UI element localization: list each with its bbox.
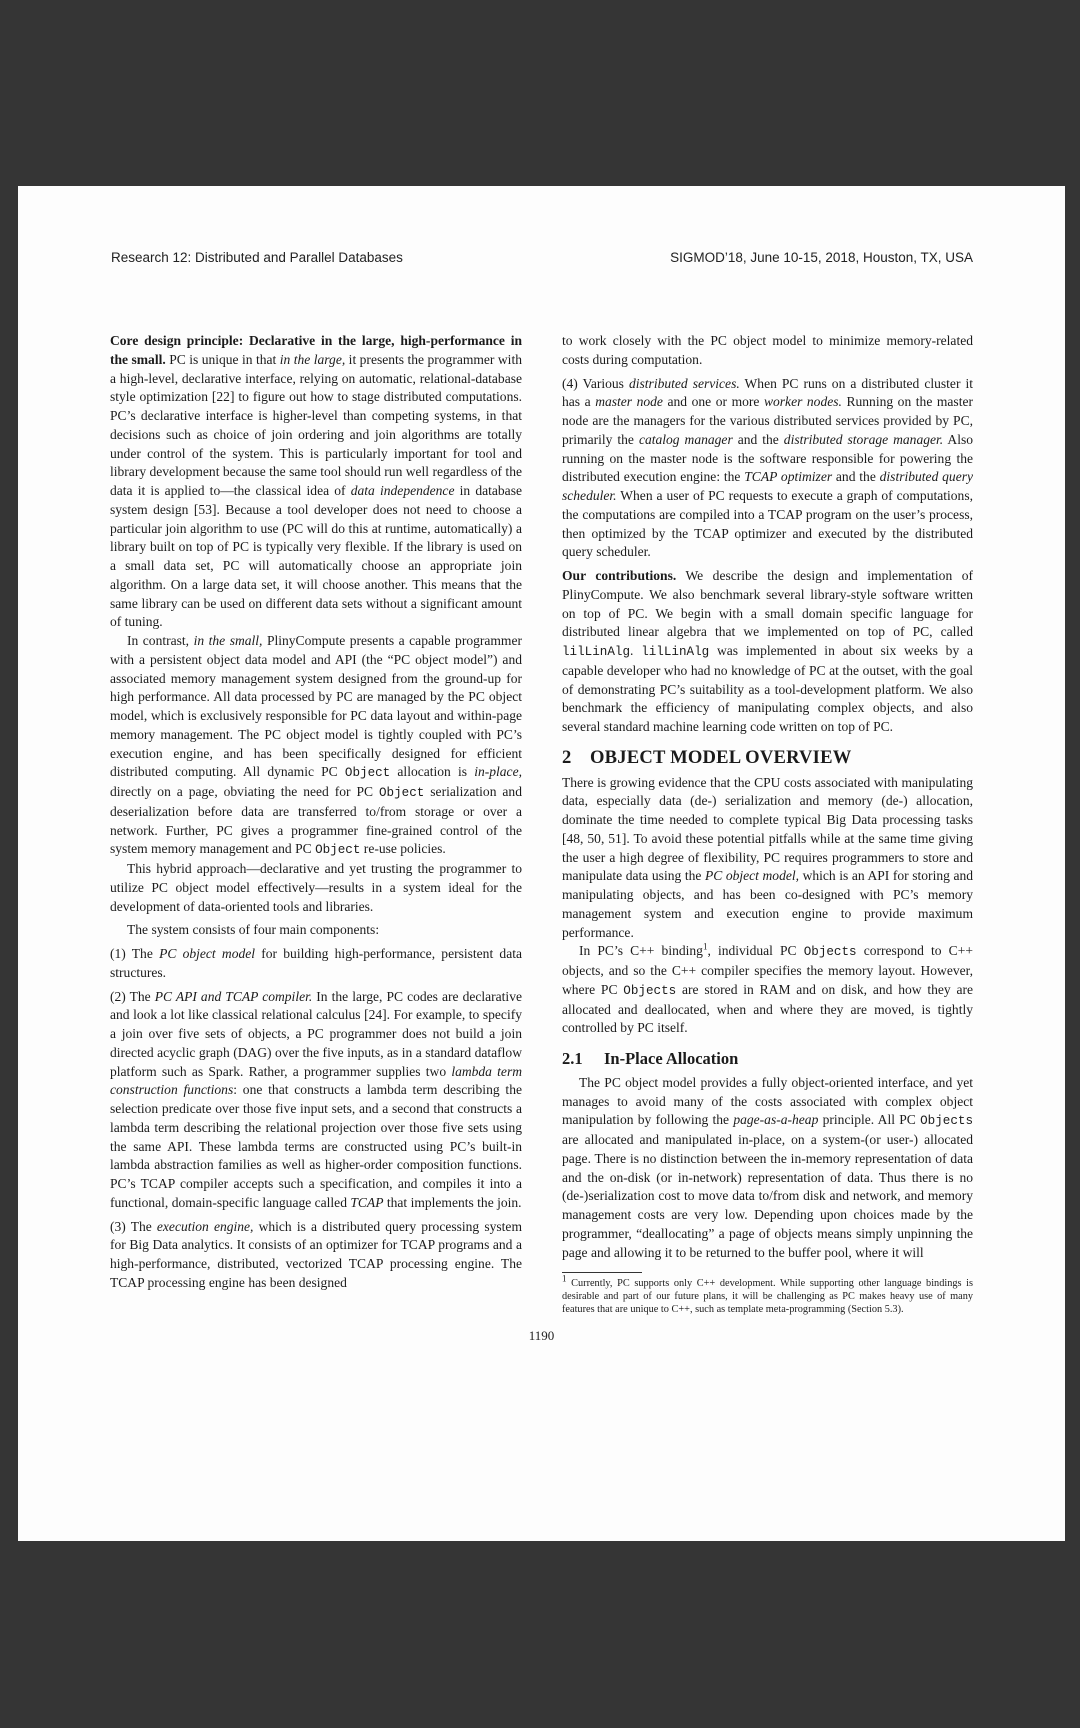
- emphasis: in the small,: [193, 633, 263, 648]
- code-term: lilLinAlg: [562, 645, 631, 659]
- footnote-marker: 1: [562, 1273, 567, 1284]
- code-term: Objects: [920, 1114, 973, 1129]
- text-run: There is growing evidence that the CPU costs associated with manipulating data, especially data (de-) serialization and memory (de-) allocation, dominate the time needed to complete typical Big Data processing tasks [48, 50, 51]. To avoid these potential pitfalls while at the same time giving the user a high degree of flexibility, PC requires programmers to store and manipulate data using the: [562, 774, 973, 884]
- emphasis: data independence: [350, 483, 455, 498]
- page-number: 1190: [528, 1328, 555, 1343]
- section-heading: [562, 746, 973, 768]
- text-run: The PC object model provides a fully object-oriented interface, and yet manages to avoid many of the costs associated with complex object manipulation by following the: [562, 1074, 973, 1128]
- subsection-number: 2.1: [562, 1049, 583, 1068]
- text-run: allocation is: [390, 764, 475, 780]
- text-run: directly on a page, obviating the need for PC: [110, 784, 379, 799]
- code-term: lilLinAlg: [641, 645, 710, 659]
- text-run: PC is unique in that: [165, 351, 280, 367]
- component-item-3: [110, 1218, 522, 1293]
- paragraph-lead: Core design principle: Declarative in the large, high-performance in the small.: [110, 333, 522, 367]
- text-run: When a user of PC requests to execute a graph of computations, the computations are compiled into a TCAP program on the user’s process, then optimized by the TCAP optimizer and executed by the distributed query scheduler.: [562, 488, 973, 560]
- text-run: .: [630, 643, 642, 658]
- code-term: Objects: [623, 983, 677, 998]
- text-run: are allocated and manipulated in-place, on a system-(or user-) allocated page. There is no distinction between the in-memory representation of data and the on-disk (or in-network) representation of data. Thus there is no (de-)serialization cost to move data to/from disk and network, and memory management costs are very low. Depending upon choices made by the programmer, “deallocating” a page of objects means simply unpinning the page and allowing it to be returned to the buffer pool, where it will: [562, 1132, 973, 1260]
- text-run: Running on the master node are the managers for the various distributed services provided by PC, primarily the: [562, 394, 973, 447]
- paragraph-object-model-overview: [562, 774, 973, 943]
- text-run: : one that constructs a lambda term describing the selection predicate over those five input sets, and a second that constructs a lambda term describing the relational projection over those five sets using the same API. These lambda terms are constructed using PC’s built-in lambda abstraction families as well as higher-order composition functions. PC’s TCAP compiler accepts such a specification, and compiles it into a functional, domain-specific language called: [110, 1082, 522, 1210]
- code-term: Objects: [803, 945, 857, 960]
- component-item-4: [562, 375, 973, 563]
- text-run: correspond to C++ objects, and so the C++ compiler specifies the memory layout. However, where PC: [562, 943, 973, 997]
- right-column: [562, 332, 973, 1316]
- emphasis: page-as-a-heap: [733, 1112, 819, 1128]
- emphasis: TCAP: [350, 1194, 384, 1210]
- text-run: and one or more: [662, 394, 764, 410]
- text-run: When PC runs on a distributed cluster it has a: [562, 375, 974, 410]
- footnote-text: Currently, PC supports only C++ development. While supporting other language bindings is desirable and part of our future plans, it will be challenging as PC makes heavy use of many features that are unique to C++, such as template meta-programming (Section 5.3).: [562, 1278, 973, 1316]
- paragraph-cpp-binding: [562, 942, 973, 1038]
- text-run: In contrast,: [127, 633, 194, 648]
- left-column: [110, 332, 522, 1293]
- text-run: and the: [832, 469, 880, 485]
- text-run: it presents the programmer with a high-level, declarative interface, relying on automatic, relational-database style optimization [22] to figure out how to stage distributed computations. PC’s declarative interface is higher-level than competing systems, in that decisions such as choice of join ordering and join algorithms are totally under control of the system. This is particularly important for tool and library development because the same tool should run well regardless of the data it is applied to—the classical idea of: [110, 351, 522, 498]
- paragraph-in-the-small: [110, 632, 522, 860]
- paragraph-components-intro: The system consists of four main components:: [127, 922, 380, 938]
- emphasis: worker nodes.: [763, 394, 842, 410]
- code-term: Object: [378, 786, 425, 800]
- text-run: In the large, PC codes are declarative and look a lot like classical relational calculus [24]. For example, to specify a join over five sets of objects, a PC programmer does not build a join directed acyclic graph (DAG) over the five inputs, as in a standard dataflow platform such as Spark. Rather, a programmer supplies two: [110, 988, 522, 1079]
- text-run: PlinyCompute presents a capable programmer with a persistent object data model and API (the “PC object model”) and associated memory management system designed from the ground-up for high performance. All data processed by PC are managed by the PC object model, which is exclusively responsible for PC data layout and within-page memory management. The PC object model is tightly coupled with PC’s execution engine, and has been specifically designed for efficient distributed computing. All dynamic PC: [110, 633, 522, 780]
- text-run: Also running on the master node is the software responsible for powering the distributed execution engine: the: [562, 431, 974, 485]
- text-run: We describe the design and implementation of PlinyCompute. We also benchmark several library-style software written on top of PC. We begin with a small domain specific language for distributed linear algebra that we implemented on top of PC, called: [562, 568, 973, 640]
- footnote-reference: 1: [702, 941, 708, 952]
- text-run: principle. All PC: [818, 1112, 921, 1128]
- text-run: was implemented in about six weeks by a capable developer who had no knowledge of PC at the outset, with the goal of demonstrating PC’s suitability as a tool-development platform. We also benchmark the efficiency of manipulating complex objects, and also several standard machine learning code written on top of PC.: [562, 643, 973, 734]
- emphasis: TCAP optimizer: [744, 469, 833, 485]
- text-run: serialization and deserialization before data are transferred to/from storage or over a network. Further, PC gives a programmer fine-grained control of the system memory management and PC: [110, 784, 522, 857]
- code-term: Object: [315, 843, 361, 858]
- emphasis: in-place,: [474, 764, 522, 780]
- text-run: (2) The: [110, 988, 155, 1004]
- paragraph-design-principle: [110, 332, 522, 632]
- text-run: (3) The: [110, 1218, 157, 1234]
- paragraph-in-place-allocation: [562, 1074, 973, 1263]
- section-number: 2: [562, 746, 572, 768]
- emphasis: in the large,: [279, 351, 346, 367]
- text-run: In PC’s C++ binding: [579, 943, 703, 959]
- emphasis: distributed query scheduler.: [562, 469, 973, 503]
- paragraph-hybrid-approach: This hybrid approach—declarative and yet trusting the programmer to utilize PC object model effectively—results in a system ideal for the development of data-oriented tools and libraries.: [110, 861, 522, 914]
- code-term: Object: [344, 766, 391, 781]
- subsection-heading: [562, 1050, 973, 1069]
- emphasis: PC object model,: [704, 868, 800, 884]
- header-conference: SIGMOD’18, June 10-15, 2018, Houston, TX, USA: [670, 250, 973, 265]
- text-run: in database system design [53]. Because a tool developer does not need to choose a particular join algorithm to use (PC will do this at runtime, automatically) a library built on top of PC is typically very flexible. If the library is used on a small data set, PC will automatically choose an appropriate join algorithm. On a large data set, it will choose another. This means that the same library can be used on different data sets without a significant amount of tuning.: [110, 483, 522, 630]
- text-run: (1) The: [110, 946, 160, 961]
- emphasis: master node: [595, 394, 663, 410]
- text-run: re-use policies.: [360, 841, 446, 857]
- emphasis: execution engine,: [156, 1218, 254, 1234]
- paragraph-lead: Our contributions.: [562, 568, 677, 583]
- text-run: for building high-performance, persistent data structures.: [110, 946, 523, 980]
- text-run: which is a distributed query processing system for Big Data analytics. It consists of an optimizer for TCAP programs and a high-performance, distributed, vectorized TCAP processing engine. The TCAP processing engine has been designed: [110, 1218, 522, 1290]
- text-run: that implements the join.: [383, 1194, 522, 1210]
- emphasis: PC API and TCAP compiler.: [154, 988, 313, 1004]
- text-run: and the: [732, 431, 784, 447]
- subsection-title: In-Place Allocation: [604, 1049, 739, 1068]
- component-item-1: [110, 945, 522, 983]
- emphasis: distributed services.: [628, 375, 740, 391]
- text-run: , individual PC: [707, 943, 804, 959]
- paper-page: [18, 186, 1065, 1541]
- header-venue-track: Research 12: Distributed and Parallel Databases: [111, 250, 403, 265]
- paragraph-continuation: to work closely with the PC object model to minimize memory-related costs during computation.: [562, 333, 973, 367]
- text-run: are stored in RAM and on disk, and how they are allocated and deallocated, when and where they are moved, is tightly controlled by PC itself.: [562, 981, 974, 1036]
- section-title: OBJECT MODEL OVERVIEW: [590, 746, 852, 768]
- emphasis: distributed storage manager.: [783, 431, 944, 447]
- footnote-divider: [562, 1272, 642, 1273]
- emphasis: lambda term construction functions: [110, 1063, 522, 1098]
- footnote: [562, 1273, 973, 1316]
- paragraph-contributions: [562, 567, 973, 737]
- emphasis: PC object model: [159, 946, 256, 961]
- text-run: (4) Various: [562, 375, 629, 391]
- text-run: which is an API for storing and manipulating objects, and has been co-designed with PC’s memory management system and execution engine to provide maximum performance.: [562, 868, 974, 940]
- component-item-2: [110, 988, 522, 1213]
- emphasis: catalog manager: [638, 431, 733, 447]
